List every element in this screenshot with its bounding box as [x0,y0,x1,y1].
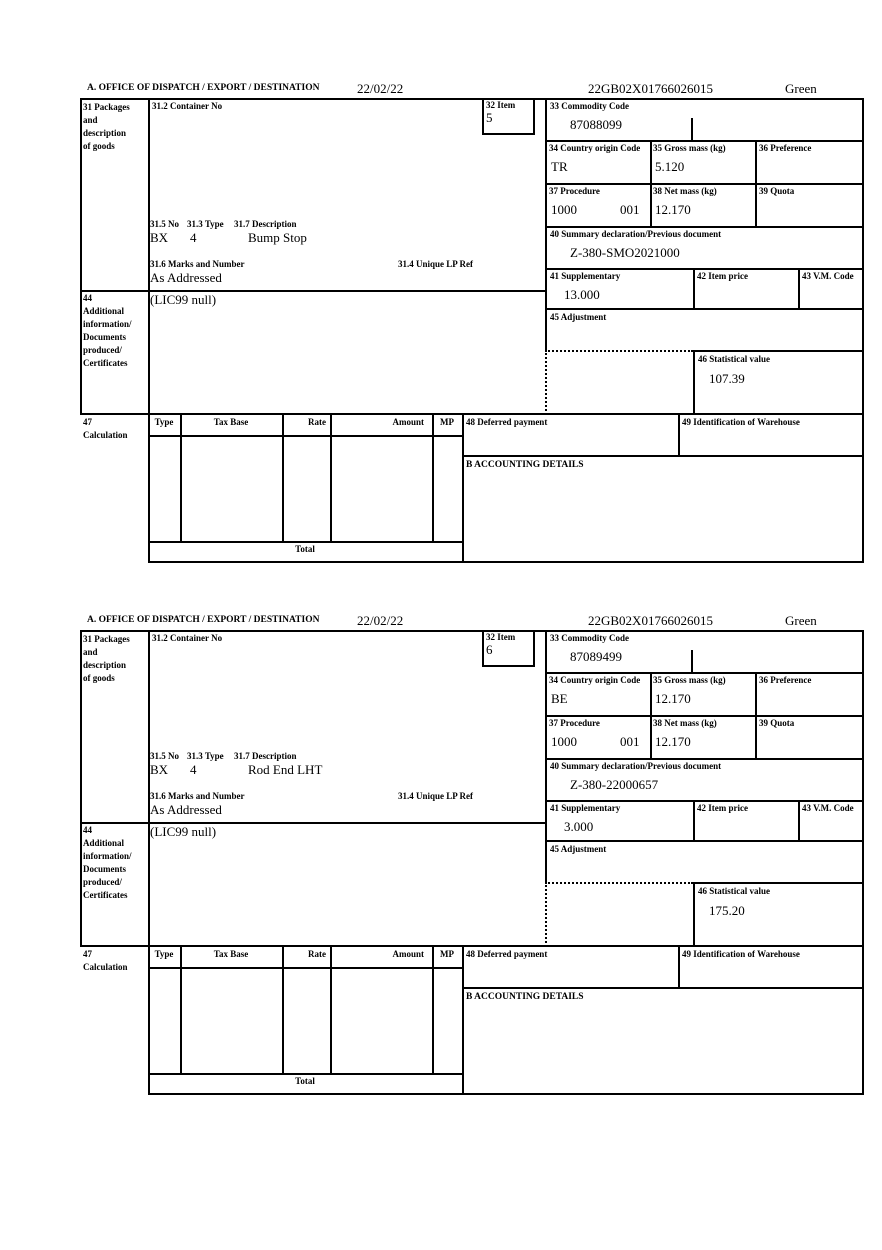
marks-label: 31.6 Marks and Number [150,259,245,269]
grid-line [755,672,757,760]
pkg-desc-label: 31.7 Description [234,219,297,229]
routing-status: Green [785,81,817,96]
grid-line [545,840,864,842]
grid-line [678,945,680,989]
declaration-date: 22/02/22 [357,613,404,628]
gross-mass-label: 35 Gross mass (kg) [653,143,726,153]
item-label: 32 Item [486,100,516,110]
country-origin-value: BE [551,691,568,706]
grid-line [545,98,547,352]
adjustment-label: 45 Adjustment [550,844,607,854]
additional-info-value: (LIC99 null) [150,292,217,307]
grid-line [650,140,652,228]
commodity-code-divider [691,650,693,674]
grid-line [798,800,800,842]
additional-info-value: (LIC99 null) [150,824,217,839]
grid-line [545,800,864,802]
grid-line [80,945,864,947]
box31-label: 31 Packages and description of goods [83,102,130,151]
box44-label: 44 Additional information/ Documents produced/ Certificates [83,293,132,368]
grid-line [482,630,484,667]
grid-line [862,630,864,1095]
grid-line [693,882,695,947]
pkg-no-label: 31.5 No [150,751,179,761]
prev-doc-value: Z-380-SMO2021000 [570,245,680,260]
commodity-code-divider [691,118,693,142]
tax-base-header: Tax Base [213,417,249,427]
grid-line [545,268,864,270]
statistical-value: 175.20 [709,903,745,918]
procedure-label: 37 Procedure [549,718,600,728]
tax-amount-header: Amount [392,417,424,427]
item-number-value: 5 [486,110,493,125]
deferred-payment-label: 48 Deferred payment [466,417,548,427]
tax-rate-header: Rate [308,417,326,427]
grid-line [148,435,464,437]
grid-line [148,561,864,563]
tax-base-header: Tax Base [213,949,249,959]
net-mass-value: 12.170 [655,734,691,749]
grid-line [678,413,680,457]
commodity-code-value: 87088099 [570,117,622,132]
grid-line [148,1073,464,1075]
tax-mp-header: MP [440,949,454,959]
supplementary-value: 3.000 [564,819,594,834]
item-label: 32 Item [486,632,516,642]
goods-description-value: Rod End LHT [248,762,323,777]
net-mass-label: 38 Net mass (kg) [653,718,717,728]
grid-line [180,945,182,1075]
warehouse-label: 49 Identification of Warehouse [682,949,800,959]
grid-line [432,945,434,1075]
statistical-value: 107.39 [709,371,745,386]
supplementary-label: 41 Supplementary [550,271,621,281]
grid-line [148,541,464,543]
item-price-label: 42 Item price [697,271,748,281]
grid-line [148,1093,864,1095]
grid-line [80,413,864,415]
tax-mp-header: MP [440,417,454,427]
warehouse-label: 49 Identification of Warehouse [682,417,800,427]
office-of-dispatch-label: A. OFFICE OF DISPATCH / EXPORT / DESTINATION [87,615,320,625]
grid-line [180,413,182,543]
grid-line [533,630,535,667]
container-no-label: 31.2 Container No [152,633,223,643]
box31-label: 31 Packages and description of goods [83,634,130,683]
container-no-label: 31.2 Container No [152,101,223,111]
preference-label: 36 Preference [759,675,812,685]
procedure-ext-value: 001 [620,734,640,749]
gross-mass-label: 35 Gross mass (kg) [653,675,726,685]
item-price-label: 42 Item price [697,803,748,813]
country-origin-label: 34 Country origin Code [549,675,641,685]
procedure-label: 37 Procedure [549,186,600,196]
dotted-line [545,350,547,415]
grid-line [693,882,864,884]
grid-line [432,413,434,543]
gross-mass-value: 5.120 [655,159,685,174]
grid-line [545,140,864,142]
commodity-code-label: 33 Commodity Code [550,633,629,643]
grid-line [545,715,864,717]
dotted-line [545,882,693,884]
statistical-value-label: 46 Statistical value [698,886,770,896]
marks-value: As Addressed [150,802,222,817]
grid-line [545,630,547,884]
tax-amount-header: Amount [392,949,424,959]
tax-total-label: Total [295,544,315,554]
lp-ref-label: 31.4 Unique LP Ref [398,259,474,269]
supplementary-label: 41 Supplementary [550,803,621,813]
declaration-date: 22/02/22 [357,81,404,96]
supplementary-value: 13.000 [564,287,600,302]
net-mass-label: 38 Net mass (kg) [653,186,717,196]
tax-rate-header: Rate [308,949,326,959]
net-mass-value: 12.170 [655,202,691,217]
grid-line [80,630,864,632]
grid-line [80,630,82,947]
grid-line [545,308,864,310]
box47-label: 47 Calculation [83,417,128,440]
lp-ref-label: 31.4 Unique LP Ref [398,791,474,801]
declaration-form [80,612,864,1096]
pkg-type-label: 31.3 Type [187,219,224,229]
grid-line [482,665,535,667]
grid-line [482,98,484,135]
grid-line [545,226,864,228]
grid-line [650,672,652,760]
grid-line [533,98,535,135]
commodity-code-value: 87089499 [570,649,622,664]
grid-line [330,413,332,543]
box44-label: 44 Additional information/ Documents produced/ Certificates [83,825,132,900]
pkg-type-value: 4 [190,762,197,777]
grid-line [462,413,464,563]
grid-line [282,945,284,1075]
goods-description-value: Bump Stop [248,230,307,245]
grid-line [462,455,864,457]
grid-line [693,268,695,310]
tax-type-header: Type [154,949,174,959]
item-number-value: 6 [486,642,493,657]
grid-line [862,98,864,563]
grid-line [693,350,864,352]
statistical-value-label: 46 Statistical value [698,354,770,364]
pkg-type-label: 31.3 Type [187,751,224,761]
grid-line [80,98,82,415]
prev-doc-label: 40 Summary declaration/Previous document [550,229,722,239]
marks-value: As Addressed [150,270,222,285]
quota-label: 39 Quota [759,718,795,728]
grid-line [693,800,695,842]
routing-status: Green [785,613,817,628]
grid-line [148,630,150,1095]
deferred-payment-label: 48 Deferred payment [466,949,548,959]
grid-line [462,987,864,989]
grid-line [148,967,464,969]
accounting-details-label: B ACCOUNTING DETAILS [466,992,584,1002]
tax-total-label: Total [295,1076,315,1086]
grid-line [545,183,864,185]
procedure-ext-value: 001 [620,202,640,217]
pkg-code-value: BX [150,762,169,777]
grid-line [282,413,284,543]
country-origin-label: 34 Country origin Code [549,143,641,153]
pkg-code-value: BX [150,230,169,245]
tax-type-header: Type [154,417,174,427]
prev-doc-label: 40 Summary declaration/Previous document [550,761,722,771]
grid-line [462,945,464,1095]
accounting-details-label: B ACCOUNTING DETAILS [466,460,584,470]
box47-label: 47 Calculation [83,949,128,972]
vm-code-label: 43 V.M. Code [802,803,854,813]
commodity-code-label: 33 Commodity Code [550,101,629,111]
preference-label: 36 Preference [759,143,812,153]
marks-label: 31.6 Marks and Number [150,791,245,801]
grid-line [330,945,332,1075]
procedure-code-value: 1000 [551,202,577,217]
vm-code-label: 43 V.M. Code [802,271,854,281]
grid-line [798,268,800,310]
procedure-code-value: 1000 [551,734,577,749]
grid-line [693,350,695,415]
country-origin-value: TR [551,159,568,174]
mrn-value: 22GB02X01766026015 [588,613,713,628]
grid-line [148,98,150,563]
prev-doc-value: Z-380-22000657 [570,777,659,792]
dotted-line [545,350,693,352]
pkg-no-label: 31.5 No [150,219,179,229]
grid-line [545,758,864,760]
adjustment-label: 45 Adjustment [550,312,607,322]
pkg-type-value: 4 [190,230,197,245]
quota-label: 39 Quota [759,186,795,196]
dotted-line [545,882,547,947]
gross-mass-value: 12.170 [655,691,691,706]
mrn-value: 22GB02X01766026015 [588,81,713,96]
grid-line [80,98,864,100]
declaration-form [80,80,864,564]
office-of-dispatch-label: A. OFFICE OF DISPATCH / EXPORT / DESTINATION [87,83,320,93]
pkg-desc-label: 31.7 Description [234,751,297,761]
grid-line [545,672,864,674]
grid-line [482,133,535,135]
grid-line [755,140,757,228]
